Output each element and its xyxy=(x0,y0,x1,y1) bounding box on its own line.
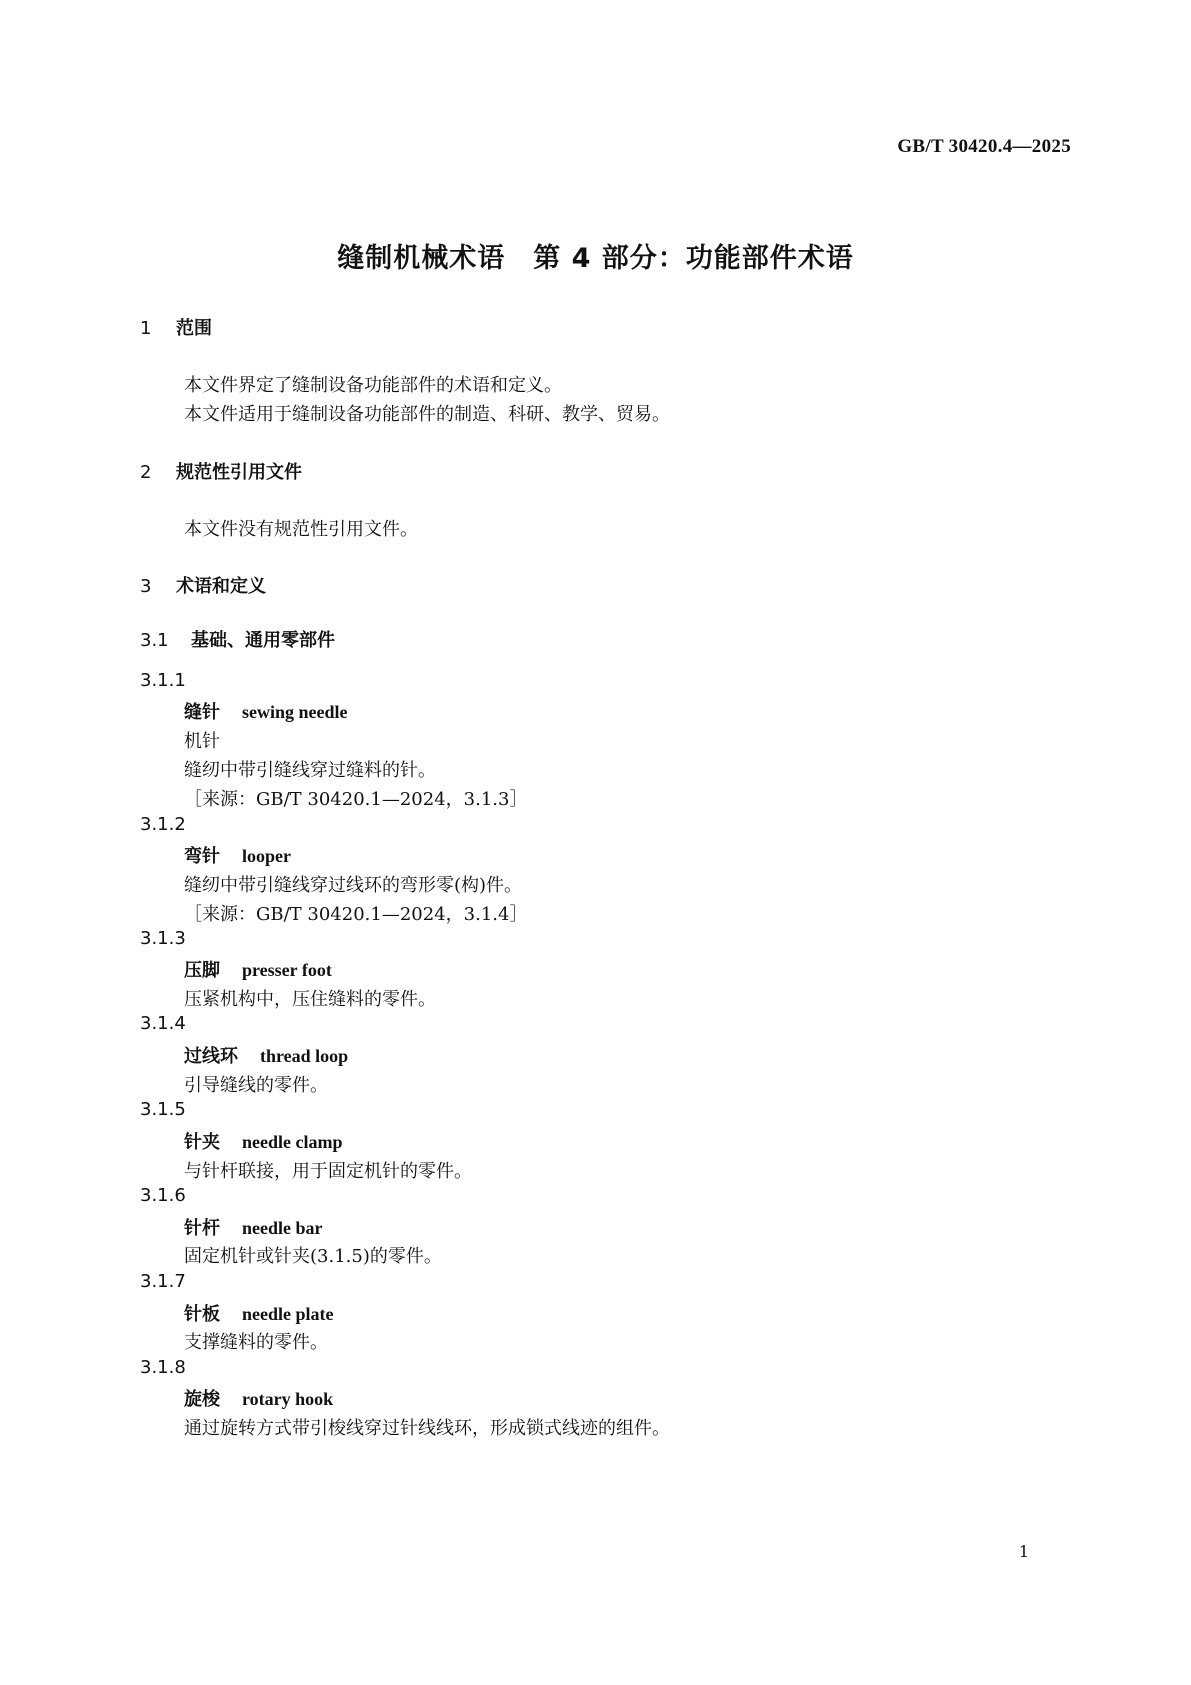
term-definition: 固定机针或针夹(3.1.5)的零件。 xyxy=(184,1246,442,1267)
term-alias: 机针 xyxy=(184,731,220,752)
section-number: 3.1 xyxy=(140,630,169,651)
term-en: sewing needle xyxy=(242,702,348,722)
term-definition: 缝纫中带引缝线穿过线环的弯形零(构)件。 xyxy=(184,875,523,896)
term-zh: 针板 xyxy=(184,1304,220,1325)
term-en: presser foot xyxy=(242,960,332,980)
section-title: 基础、通用零部件 xyxy=(191,630,335,651)
section-number: 1 xyxy=(140,318,152,339)
term-en: thread loop xyxy=(260,1046,349,1066)
section-title: 术语和定义 xyxy=(176,576,266,597)
term-definition: 支撑缝料的零件。 xyxy=(184,1332,328,1353)
term-definition: 引导缝线的零件。 xyxy=(184,1075,328,1096)
term-en: rotary hook xyxy=(242,1389,334,1409)
term-definition: 与针杆联接，用于固定机针的零件。 xyxy=(184,1161,472,1182)
term-name xyxy=(184,1128,343,1154)
term-number: 3.1.4 xyxy=(140,1013,186,1034)
term-name xyxy=(184,1300,334,1326)
section-heading-3 xyxy=(140,572,266,598)
paragraph: 本文件界定了缝制设备功能部件的术语和定义。 xyxy=(184,375,562,396)
term-zh: 压脚 xyxy=(184,960,220,981)
page-number: 1 xyxy=(1018,1542,1029,1561)
section-title: 范围 xyxy=(176,318,212,339)
section-heading-1 xyxy=(140,314,212,340)
term-en: needle clamp xyxy=(242,1132,343,1152)
term-number: 3.1.7 xyxy=(140,1271,186,1292)
term-en: looper xyxy=(242,846,291,866)
term-name xyxy=(184,698,348,724)
term-source: ［来源：GB/T 30420.1—2024，3.1.4］ xyxy=(184,904,528,925)
term-zh: 过线环 xyxy=(184,1046,238,1067)
term-zh: 针杆 xyxy=(184,1218,220,1239)
term-number: 3.1.2 xyxy=(140,814,186,835)
term-source: ［来源：GB/T 30420.1—2024，3.1.3］ xyxy=(184,789,528,810)
term-name xyxy=(184,842,291,868)
term-en: needle plate xyxy=(242,1304,334,1324)
standard-code: GB/T 30420.4—2025 xyxy=(897,136,1071,157)
section-number: 2 xyxy=(140,462,152,483)
term-en: needle bar xyxy=(242,1218,323,1238)
term-number: 3.1.1 xyxy=(140,670,186,691)
term-definition: 通过旋转方式带引梭线穿过针线线环，形成锁式线迹的组件。 xyxy=(184,1418,670,1439)
term-name xyxy=(184,1214,323,1240)
paragraph: 本文件没有规范性引用文件。 xyxy=(184,519,418,540)
section-title: 规范性引用文件 xyxy=(176,462,302,483)
term-name xyxy=(184,956,332,982)
term-number: 3.1.6 xyxy=(140,1185,186,1206)
term-definition: 压紧机构中，压住缝料的零件。 xyxy=(184,989,436,1010)
term-number: 3.1.3 xyxy=(140,928,186,949)
term-zh: 针夹 xyxy=(184,1132,220,1153)
term-name xyxy=(184,1385,333,1411)
term-zh: 弯针 xyxy=(184,846,220,867)
section-heading-2 xyxy=(140,458,302,484)
section-number: 3 xyxy=(140,576,152,597)
term-zh: 旋梭 xyxy=(184,1389,220,1410)
document-title: 缝制机械术语 第 4 部分：功能部件术语 xyxy=(337,243,854,274)
term-number: 3.1.5 xyxy=(140,1099,186,1120)
subsection-heading-3-1 xyxy=(140,626,335,652)
term-zh: 缝针 xyxy=(184,702,220,723)
term-definition: 缝纫中带引缝线穿过缝料的针。 xyxy=(184,760,436,781)
term-number: 3.1.8 xyxy=(140,1357,186,1378)
term-name xyxy=(184,1042,348,1068)
paragraph: 本文件适用于缝制设备功能部件的制造、科研、教学、贸易。 xyxy=(184,404,670,425)
